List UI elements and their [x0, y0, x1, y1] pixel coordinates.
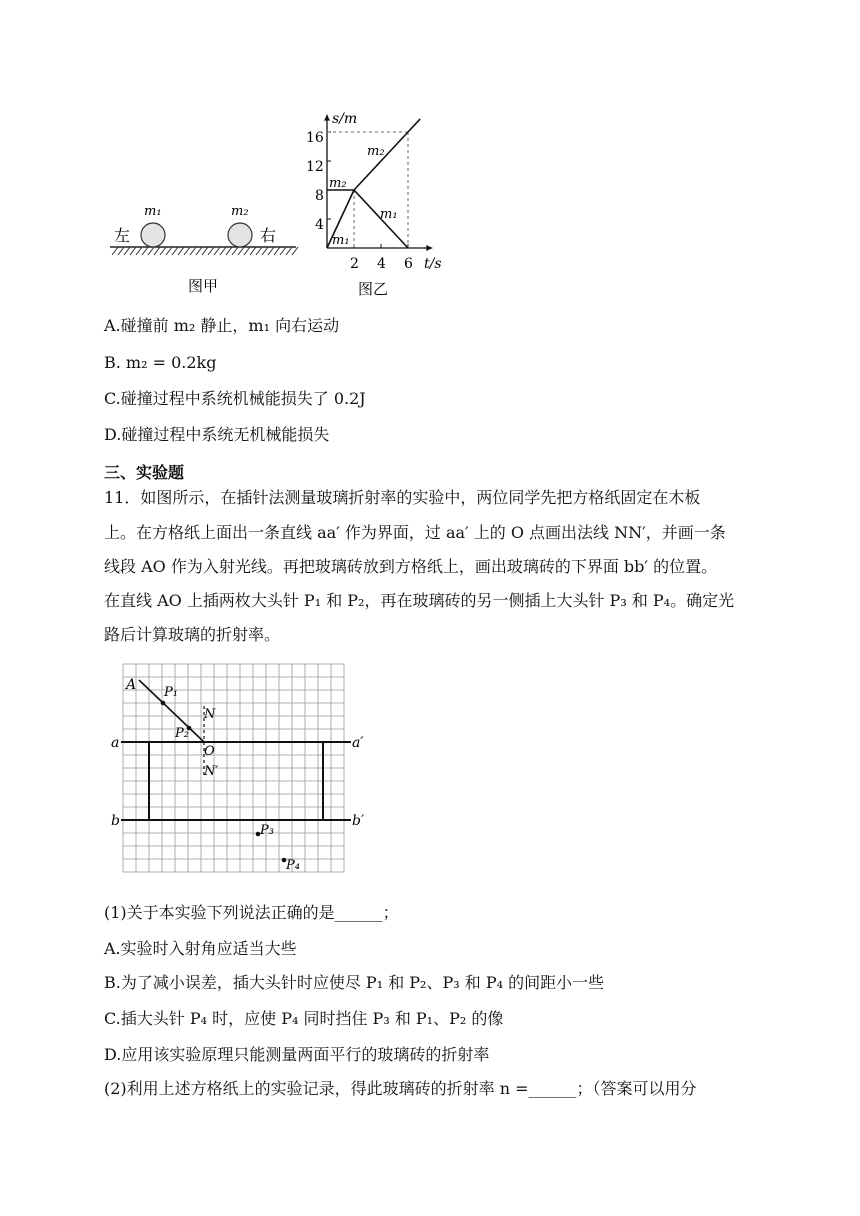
hatch-mark	[226, 247, 232, 255]
label-b-prime: b′	[352, 813, 365, 829]
hatch-mark	[136, 247, 142, 255]
label-a-prime: a′	[352, 735, 364, 751]
q10-option-c: C.碰撞过程中系统机械能损失了 0.2J	[104, 389, 366, 408]
hatch-mark	[262, 247, 268, 255]
series-label-m1-right: m₁	[380, 207, 398, 222]
y-axis-arrow	[324, 115, 330, 121]
hatch-mark	[280, 247, 286, 255]
sub2-question: (2)利用上述方格纸上的实验记录，得此玻璃砖的折射率 n =______；（答案可以用分	[104, 1079, 697, 1098]
ball-m1	[141, 223, 165, 247]
series-label-m2-left: m₂	[329, 176, 347, 191]
hatch-mark	[148, 247, 154, 255]
y-axis-label: s/m	[332, 111, 358, 127]
hatch-mark	[130, 247, 136, 255]
hatch-mark	[292, 247, 298, 255]
hatch-mark	[274, 247, 280, 255]
hatch-mark	[256, 247, 262, 255]
q10-option-a: A.碰撞前 m₂ 静止，m₁ 向右运动	[104, 316, 340, 335]
q11-line-3: 线段 AO 作为入射光线。再把玻璃砖放到方格纸上，画出玻璃砖的下界面 bb′ 的位置。	[104, 557, 718, 576]
series-label-m1-lower: m₁	[332, 233, 350, 248]
ball-m2	[228, 223, 252, 247]
y-tick-12: 12	[306, 159, 324, 175]
x-axis-label: t/s	[424, 256, 442, 272]
label-b: b	[111, 813, 120, 829]
label-m1: m₁	[144, 204, 162, 219]
q11-line-2: 上。在方格纸上面出一条直线 aa′ 作为界面，过 aa′ 上的 O 点画出法线 NN′，并画一条	[104, 523, 726, 542]
label-p1: P₁	[164, 685, 178, 700]
hatch-mark	[244, 247, 250, 255]
hatch-mark	[232, 247, 238, 255]
y-tick-16: 16	[306, 130, 324, 146]
x-tick-2: 2	[350, 256, 359, 272]
y-tick-4: 4	[315, 217, 324, 233]
figure-jia	[100, 195, 310, 295]
q11-line-1: 11．如图所示，在插针法测量玻璃折射率的实验中，两位同学先把方格纸固定在木板	[104, 488, 701, 507]
label-p3: P₃	[260, 823, 274, 838]
hatch-mark	[250, 247, 256, 255]
label-a-point: A	[126, 677, 137, 693]
caption-yi: 图乙	[358, 280, 389, 298]
q10-option-d: D.碰撞过程中系统无机械能损失	[104, 425, 330, 444]
label-right: 右	[260, 226, 277, 245]
hatch-mark	[268, 247, 274, 255]
section-title: 三、实验题	[104, 463, 185, 482]
label-p4: P₄	[286, 858, 300, 873]
sub1-option-d: D.应用该实验原理只能测量两面平行的玻璃砖的折射率	[104, 1045, 490, 1064]
series-line-extension	[408, 119, 420, 132]
hatch-mark	[208, 247, 214, 255]
hatch-mark	[202, 247, 208, 255]
sub1-option-b: B.为了减小误差，插大头针时应使尽 P₁ 和 P₂、P₃ 和 P₄ 的间距小一些	[104, 973, 605, 992]
hatch-mark	[214, 247, 220, 255]
grid-lines	[123, 664, 344, 872]
series-line	[354, 132, 408, 190]
hatch-mark	[220, 247, 226, 255]
series-label-m2-upper: m₂	[367, 144, 385, 159]
x-tick-4: 4	[377, 256, 386, 272]
hatch-mark	[112, 247, 118, 255]
label-a: a	[111, 735, 120, 751]
label-m2: m₂	[231, 204, 249, 219]
hatch-mark	[166, 247, 172, 255]
hatch-mark	[190, 247, 196, 255]
pin-p1	[161, 701, 166, 706]
x-axis-arrow	[426, 245, 432, 251]
y-tick-8: 8	[315, 188, 324, 204]
hatch-mark	[124, 247, 130, 255]
sub1-option-a: A.实验时入射角应适当大些	[104, 939, 297, 958]
q11-line-5: 路后计算玻璃的折射率。	[104, 625, 281, 644]
label-n-prime: N′	[204, 764, 219, 779]
sub1-question: (1)关于本实验下列说法正确的是______；	[104, 903, 399, 922]
grid-figure	[105, 658, 375, 890]
hatch-mark	[160, 247, 166, 255]
caption-jia: 图甲	[188, 277, 219, 295]
hatch-mark	[184, 247, 190, 255]
hatch-mark	[142, 247, 148, 255]
x-tick-6: 6	[404, 256, 413, 272]
label-o: O	[204, 744, 215, 759]
q10-option-b: B. m₂ = 0.2kg	[104, 353, 217, 372]
hatch-mark	[118, 247, 124, 255]
hatch-mark	[172, 247, 178, 255]
hatch-mark	[238, 247, 244, 255]
figure-yi	[300, 108, 460, 300]
hatch-mark	[196, 247, 202, 255]
q11-line-4: 在直线 AO 上插两枚大头针 P₁ 和 P₂，再在玻璃砖的另一侧插上大头针 P₃ 和 P₄。确定光	[104, 591, 735, 610]
hatch-mark	[154, 247, 160, 255]
hatch-mark	[286, 247, 292, 255]
label-n: N	[204, 707, 216, 722]
sub1-option-c: C.插大头针 P₄ 时，应使 P₄ 同时挡住 P₃ 和 P₁、P₂ 的像	[104, 1009, 504, 1028]
label-left: 左	[114, 226, 131, 245]
hatch-mark	[178, 247, 184, 255]
ground-hatch	[112, 247, 298, 255]
label-p2: P₂	[175, 726, 189, 741]
